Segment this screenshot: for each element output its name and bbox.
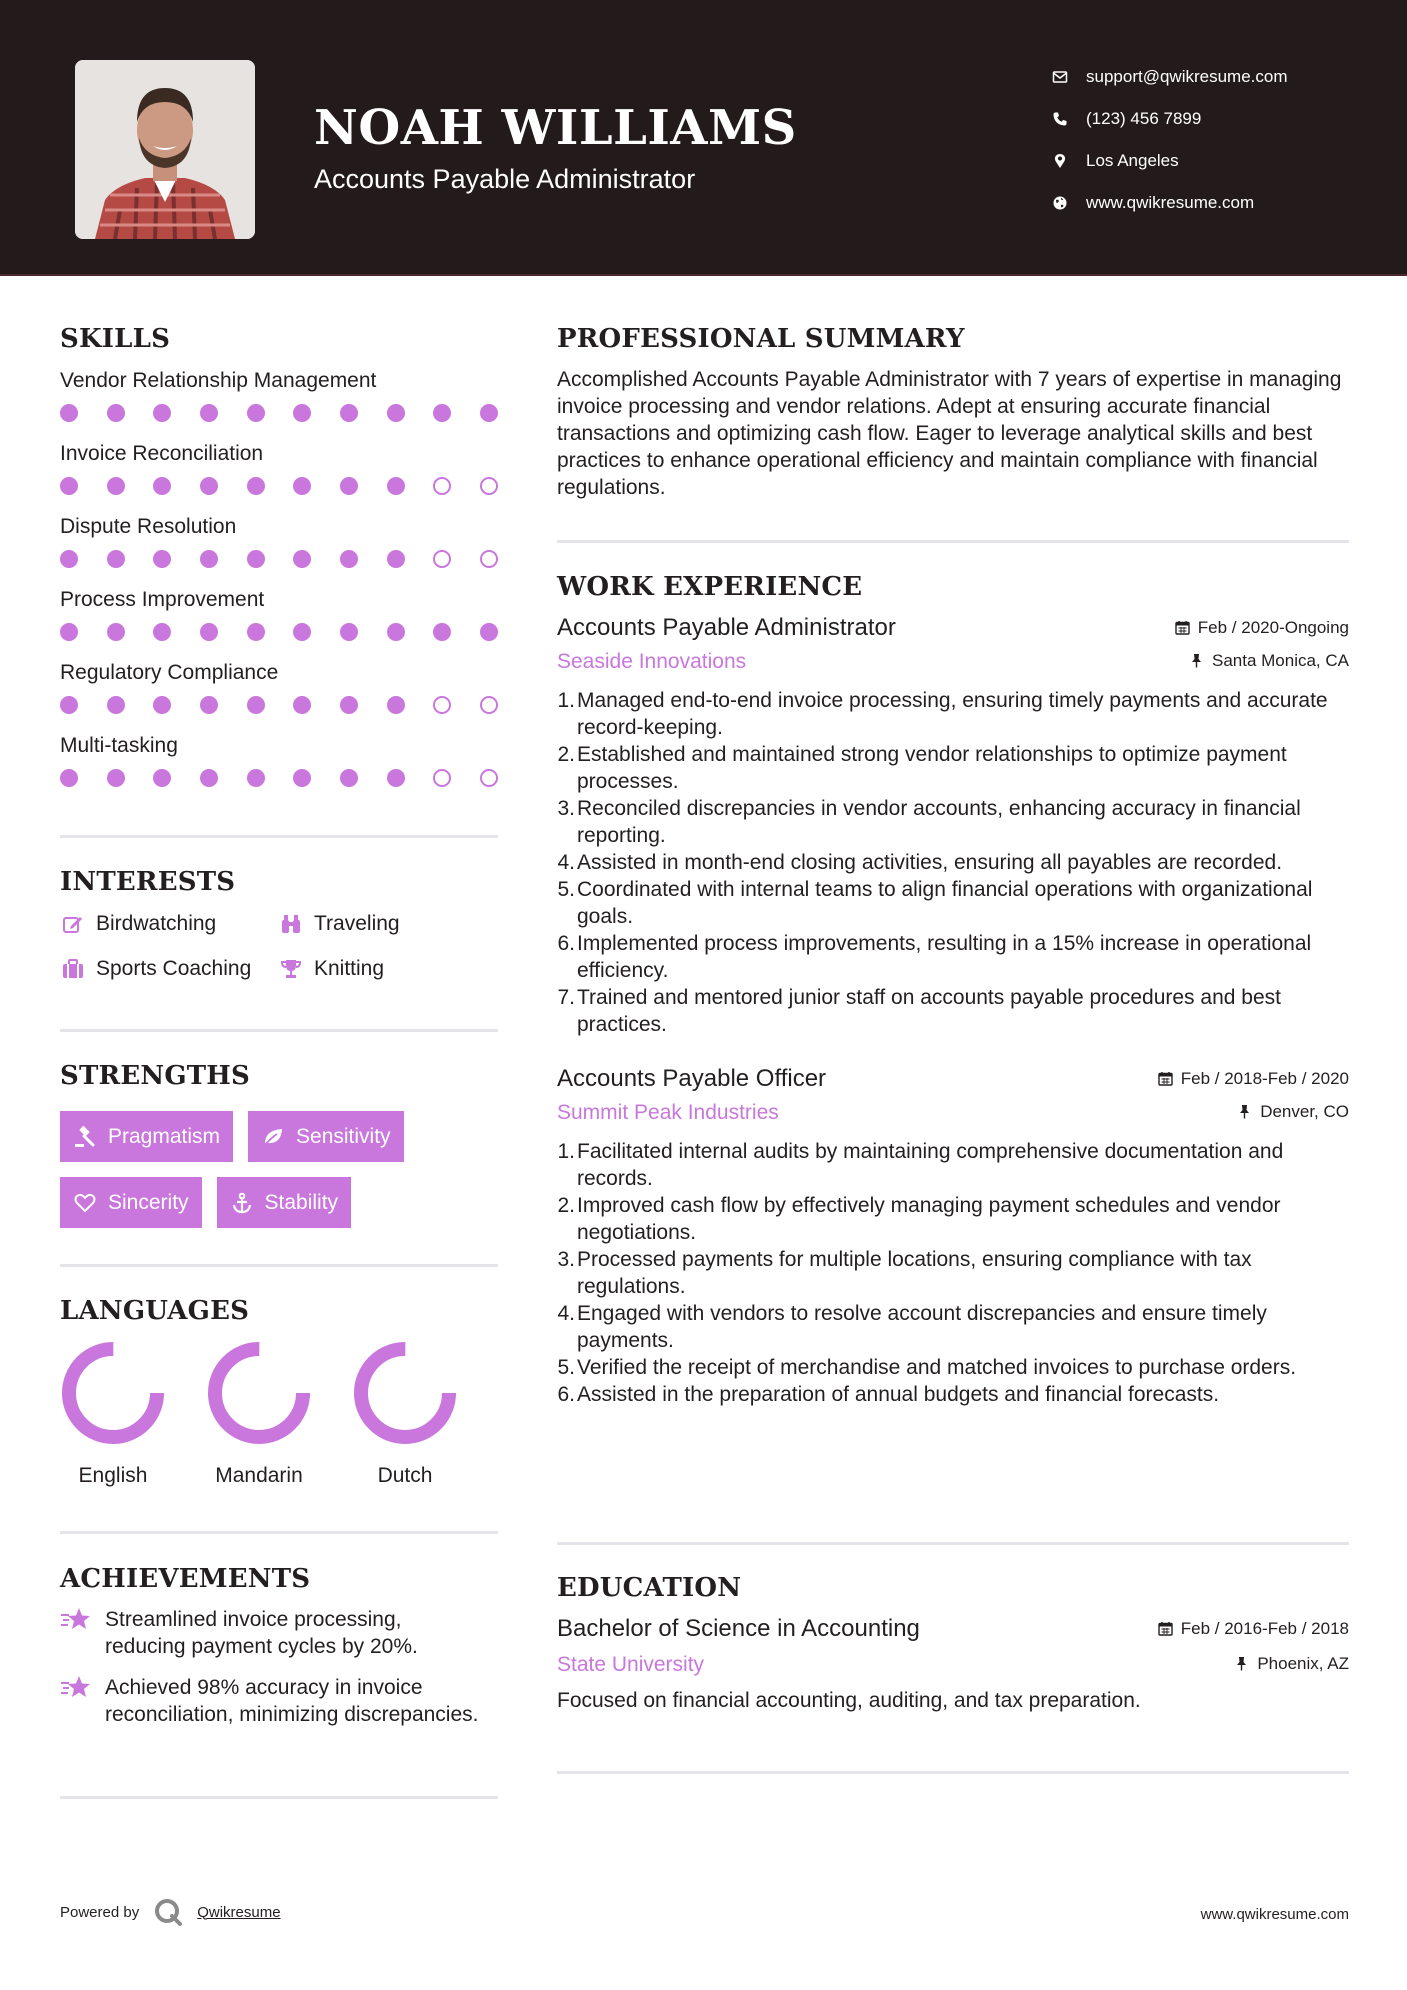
suitcase-icon xyxy=(60,957,86,981)
job-location-text: Santa Monica, CA xyxy=(1211,650,1349,670)
rating-dot-filled xyxy=(60,404,78,422)
strengths-section xyxy=(60,1061,498,1228)
rating-dot-filled xyxy=(200,769,218,787)
star-icon xyxy=(60,1674,92,1702)
section-divider xyxy=(557,540,1349,543)
rating-dot-filled xyxy=(153,623,171,641)
experience-heading: WORK EXPERIENCE xyxy=(557,572,863,602)
strength-tag xyxy=(60,1177,202,1228)
interest-item xyxy=(278,909,498,939)
languages-list xyxy=(60,1340,498,1488)
job-bullet xyxy=(557,1246,1349,1300)
rating-dot-filled xyxy=(340,696,358,714)
interest-item xyxy=(60,909,278,939)
rating-dot-filled xyxy=(387,623,405,641)
pushpin-icon xyxy=(1234,1656,1249,1671)
rating-dot-filled xyxy=(200,623,218,641)
section-divider xyxy=(60,1796,498,1799)
rating-dot-filled xyxy=(60,769,78,787)
job-role: Accounts Payable Officer xyxy=(557,1065,827,1092)
job-bullet xyxy=(557,741,1349,795)
strengths-heading: STRENGTHS xyxy=(60,1061,251,1091)
rating-dot-filled xyxy=(433,404,451,422)
language-proficiency-ring xyxy=(206,1340,312,1446)
education-heading: EDUCATION xyxy=(557,1573,742,1603)
rating-dot-empty xyxy=(433,477,451,495)
contact-email[interactable] xyxy=(1050,56,1288,98)
job-bullet xyxy=(557,984,1349,1038)
rating-dot-empty xyxy=(480,769,498,787)
school-name: State University xyxy=(557,1653,705,1676)
leaf-icon xyxy=(260,1125,286,1149)
skills-heading: SKILLS xyxy=(60,324,171,354)
powered-by-label: Powered by xyxy=(60,1903,140,1921)
bullet-number: 1. xyxy=(557,1140,575,1163)
job-bullet xyxy=(557,930,1349,984)
job-location xyxy=(1237,1102,1349,1122)
rating-dot-filled xyxy=(293,550,311,568)
experience-section xyxy=(557,572,1349,1408)
rating-dot-filled xyxy=(60,696,78,714)
bullet-text: Coordinated with internal teams to align financial operations with organizational goals. xyxy=(577,878,1313,928)
rating-dot-filled xyxy=(387,769,405,787)
bullet-number: 4. xyxy=(557,851,575,874)
language-proficiency-ring xyxy=(352,1340,458,1446)
interest-item xyxy=(60,954,278,984)
achievement-text: Streamlined invoice processing, reducing payment cycles by 20%. xyxy=(105,1608,418,1658)
job-bullet xyxy=(557,1138,1349,1192)
skills-list xyxy=(60,366,498,804)
section-divider xyxy=(557,1771,1349,1774)
rating-dot-filled xyxy=(480,623,498,641)
education-location xyxy=(1234,1654,1349,1674)
skills-section xyxy=(60,324,498,804)
rating-dot-filled xyxy=(293,623,311,641)
rating-dot-filled xyxy=(293,769,311,787)
rating-dot-empty xyxy=(480,550,498,568)
rating-dot-filled xyxy=(293,696,311,714)
interests-section xyxy=(60,867,498,984)
bullet-text: Verified the receipt of merchandise and matched invoices to purchase orders. xyxy=(577,1356,1297,1379)
bullet-number: 3. xyxy=(557,1248,575,1271)
bullet-text: Facilitated internal audits by maintaining comprehensive documentation and records. xyxy=(577,1140,1284,1190)
star-icon xyxy=(60,1606,92,1634)
job-dates-text: Feb / 2018-Feb / 2020 xyxy=(1180,1068,1349,1088)
rating-dot-filled xyxy=(433,623,451,641)
calendar-icon xyxy=(1158,1621,1173,1636)
strength-label: Stability xyxy=(264,1190,339,1214)
education-dates xyxy=(1158,1619,1349,1639)
language-item xyxy=(206,1340,352,1488)
section-divider xyxy=(557,1542,1349,1545)
qwikresume-logo-icon xyxy=(153,1897,183,1927)
pushpin-icon xyxy=(1237,1104,1252,1119)
contact-location xyxy=(1050,140,1288,182)
interest-label: Traveling xyxy=(314,912,400,935)
rating-dot-filled xyxy=(60,550,78,568)
language-name: English xyxy=(78,1464,148,1487)
job-dates xyxy=(1158,1069,1349,1089)
education-location-text: Phoenix, AZ xyxy=(1257,1653,1349,1673)
rating-dot-filled xyxy=(247,404,265,422)
skill-name: Regulatory Compliance xyxy=(60,661,279,684)
achievements-section xyxy=(60,1564,498,1742)
rating-dot-filled xyxy=(340,477,358,495)
rating-dot-empty xyxy=(480,696,498,714)
contact-phone[interactable] xyxy=(1050,98,1288,140)
achievement-text: Achieved 98% accuracy in invoice reconciliation, minimizing discrepancies. xyxy=(105,1676,479,1726)
calendar-icon xyxy=(1158,1071,1173,1086)
rating-dot-filled xyxy=(107,623,125,641)
bullet-text: Processed payments for multiple locations, ensuring compliance with tax regulations. xyxy=(577,1248,1252,1298)
interest-label: Knitting xyxy=(314,957,385,980)
globe-icon xyxy=(1050,193,1070,213)
bullet-text: Reconciled discrepancies in vendor accounts, enhancing accuracy in financial reporting. xyxy=(577,797,1301,847)
bullet-number: 3. xyxy=(557,797,575,820)
rating-dot-filled xyxy=(387,477,405,495)
map-pin-icon xyxy=(1050,151,1070,171)
job-bullet xyxy=(557,1300,1349,1354)
rating-dot-empty xyxy=(433,696,451,714)
bullet-number: 2. xyxy=(557,1194,575,1217)
rating-dot-filled xyxy=(200,696,218,714)
binoculars-icon xyxy=(278,912,304,936)
rating-dot-filled xyxy=(153,550,171,568)
rating-dot-empty xyxy=(480,477,498,495)
language-name: Dutch xyxy=(377,1464,433,1487)
skill-rating xyxy=(60,760,498,804)
summary-text: Accomplished Accounts Payable Administrator with 7 years of expertise in managing invoice processing and vendor relations. Adept at ensuring accurate financial transactions and optimizing cash flow. Eager to leverage analytical skills and best practices to enhance operational efficiency and maintain compliance with financial regulations. xyxy=(557,368,1342,499)
bullet-text: Established and maintained strong vendor relationships to optimize payment processes. xyxy=(577,743,1287,793)
rating-dot-filled xyxy=(340,769,358,787)
rating-dot-filled xyxy=(200,477,218,495)
job-bullets xyxy=(557,687,1349,1038)
strength-label: Pragmatism xyxy=(108,1124,221,1148)
rating-dot-filled xyxy=(340,623,358,641)
rating-dot-filled xyxy=(247,550,265,568)
bullet-number: 5. xyxy=(557,1356,575,1379)
section-divider xyxy=(60,835,498,838)
company-name: Seaside Innovations xyxy=(557,650,747,673)
rating-dot-filled xyxy=(387,550,405,568)
job-role: Accounts Payable Administrator xyxy=(557,614,896,641)
rating-dot-filled xyxy=(153,696,171,714)
skill-name: Multi-tasking xyxy=(60,734,178,757)
bullet-text: Implemented process improvements, resulting in a 15% increase in operational efficiency. xyxy=(577,932,1312,982)
rating-dot-filled xyxy=(200,550,218,568)
bullet-number: 1. xyxy=(557,689,575,712)
qwikresume-link[interactable]: Qwikresume xyxy=(197,1903,281,1921)
achievements-list xyxy=(60,1606,498,1728)
bullet-text: Trained and mentored junior staff on accounts payable procedures and best practices. xyxy=(577,986,1281,1036)
envelope-icon xyxy=(1050,67,1070,87)
strength-tag xyxy=(217,1177,352,1228)
contact-email-text: support@qwikresume.com xyxy=(1086,67,1288,86)
achievements-heading: ACHIEVEMENTS xyxy=(60,1564,311,1594)
rating-dot-filled xyxy=(107,404,125,422)
heart-icon xyxy=(72,1191,98,1215)
strengths-list xyxy=(60,1111,498,1228)
strength-tag xyxy=(60,1111,233,1162)
rating-dot-filled xyxy=(293,477,311,495)
language-item xyxy=(352,1340,498,1488)
rating-dot-filled xyxy=(107,550,125,568)
rating-dot-filled xyxy=(247,477,265,495)
rating-dot-filled xyxy=(247,696,265,714)
skill-rating xyxy=(60,614,498,658)
rating-dot-filled xyxy=(387,696,405,714)
rating-dot-empty xyxy=(433,550,451,568)
candidate-name: NOAH WILLIAMS xyxy=(314,100,797,156)
anchor-icon xyxy=(229,1191,255,1215)
rating-dot-filled xyxy=(340,550,358,568)
strength-label: Sensitivity xyxy=(296,1124,391,1148)
job-bullet xyxy=(557,876,1349,930)
section-divider xyxy=(60,1531,498,1534)
bullet-text: Assisted in the preparation of annual budgets and financial forecasts. xyxy=(577,1383,1220,1406)
rating-dot-filled xyxy=(60,623,78,641)
candidate-title: Accounts Payable Administrator xyxy=(314,164,696,194)
rating-dot-filled xyxy=(247,623,265,641)
trophy-icon xyxy=(278,957,304,981)
job-bullet xyxy=(557,849,1349,876)
contact-website-text: www.qwikresume.com xyxy=(1086,193,1255,212)
interest-label: Sports Coaching xyxy=(96,957,252,980)
job-dates xyxy=(1175,618,1349,638)
language-item xyxy=(60,1340,206,1488)
section-divider xyxy=(60,1264,498,1267)
bullet-number: 7. xyxy=(557,986,575,1009)
rating-dot-filled xyxy=(340,404,358,422)
job-bullets xyxy=(557,1138,1349,1408)
skill-name: Process Improvement xyxy=(60,588,265,611)
interest-label: Birdwatching xyxy=(96,912,217,935)
degree-name: Bachelor of Science in Accounting xyxy=(557,1615,920,1642)
rating-dot-filled xyxy=(107,769,125,787)
summary-heading: PROFESSIONAL SUMMARY xyxy=(557,324,965,354)
job-bullet xyxy=(557,687,1349,741)
skill-rating xyxy=(60,468,498,512)
interests-heading: INTERESTS xyxy=(60,867,236,897)
bullet-text: Improved cash flow by effectively managing payment schedules and vendor negotiations. xyxy=(577,1194,1281,1244)
rating-dot-filled xyxy=(247,769,265,787)
rating-dot-filled xyxy=(107,477,125,495)
job-bullet xyxy=(557,1354,1349,1381)
job-bullet xyxy=(557,795,1349,849)
languages-section xyxy=(60,1296,498,1488)
bullet-text: Engaged with vendors to resolve account discrepancies and ensure timely payments. xyxy=(577,1302,1267,1352)
rating-dot-filled xyxy=(153,477,171,495)
languages-heading: LANGUAGES xyxy=(60,1296,250,1326)
education-section xyxy=(557,1573,1349,1714)
calendar-icon xyxy=(1175,620,1190,635)
skill-rating xyxy=(60,541,498,585)
bullet-text: Managed end-to-end invoice processing, ensuring timely payments and accurate record-keeping. xyxy=(577,689,1328,739)
contact-website[interactable] xyxy=(1050,182,1288,224)
interests-list xyxy=(60,909,498,984)
resume-header xyxy=(0,0,1407,276)
skill-name: Dispute Resolution xyxy=(60,515,237,538)
job-entry xyxy=(557,614,1349,1038)
job-entry xyxy=(557,1065,1349,1408)
achievement-item xyxy=(60,1606,498,1660)
footer-branding xyxy=(60,1897,281,1927)
edit-icon xyxy=(60,912,86,936)
footer-website[interactable]: www.qwikresume.com xyxy=(1200,1906,1349,1923)
skill-rating xyxy=(60,395,498,439)
bullet-text: Assisted in month-end closing activities, ensuring all payables are recorded. xyxy=(577,851,1283,874)
education-description: Focused on financial accounting, auditing, and tax preparation. xyxy=(557,1689,1141,1712)
education-dates-text: Feb / 2016-Feb / 2018 xyxy=(1180,1618,1349,1638)
rating-dot-filled xyxy=(387,404,405,422)
bullet-number: 6. xyxy=(557,1383,575,1406)
strength-tag xyxy=(248,1111,404,1162)
rating-dot-filled xyxy=(480,404,498,422)
job-location-text: Denver, CO xyxy=(1260,1101,1349,1121)
rating-dot-filled xyxy=(107,696,125,714)
job-dates-text: Feb / 2020-Ongoing xyxy=(1197,617,1349,637)
skill-name: Vendor Relationship Management xyxy=(60,369,377,392)
skill-rating xyxy=(60,687,498,731)
rating-dot-filled xyxy=(60,477,78,495)
skill-name: Invoice Reconciliation xyxy=(60,442,264,465)
bullet-number: 4. xyxy=(557,1302,575,1325)
profile-photo xyxy=(75,60,255,239)
language-name: Mandarin xyxy=(215,1464,303,1487)
pushpin-icon xyxy=(1189,653,1204,668)
rating-dot-filled xyxy=(153,404,171,422)
rating-dot-filled xyxy=(200,404,218,422)
interest-item xyxy=(278,954,498,984)
rating-dot-empty xyxy=(433,769,451,787)
phone-icon xyxy=(1050,109,1070,129)
rating-dot-filled xyxy=(293,404,311,422)
bullet-number: 2. xyxy=(557,743,575,766)
gavel-icon xyxy=(72,1125,98,1149)
contact-phone-text: (123) 456 7899 xyxy=(1086,109,1202,128)
bullet-number: 6. xyxy=(557,932,575,955)
company-name: Summit Peak Industries xyxy=(557,1101,779,1124)
achievement-item xyxy=(60,1674,498,1728)
section-divider xyxy=(60,1029,498,1032)
language-proficiency-ring xyxy=(60,1340,166,1446)
strength-label: Sincerity xyxy=(108,1190,189,1214)
bullet-number: 5. xyxy=(557,878,575,901)
summary-section xyxy=(557,324,1349,501)
job-location xyxy=(1189,651,1349,671)
job-bullet xyxy=(557,1192,1349,1246)
contact-list xyxy=(1050,56,1288,224)
contact-location-text: Los Angeles xyxy=(1086,151,1179,170)
job-bullet xyxy=(557,1381,1349,1408)
rating-dot-filled xyxy=(153,769,171,787)
